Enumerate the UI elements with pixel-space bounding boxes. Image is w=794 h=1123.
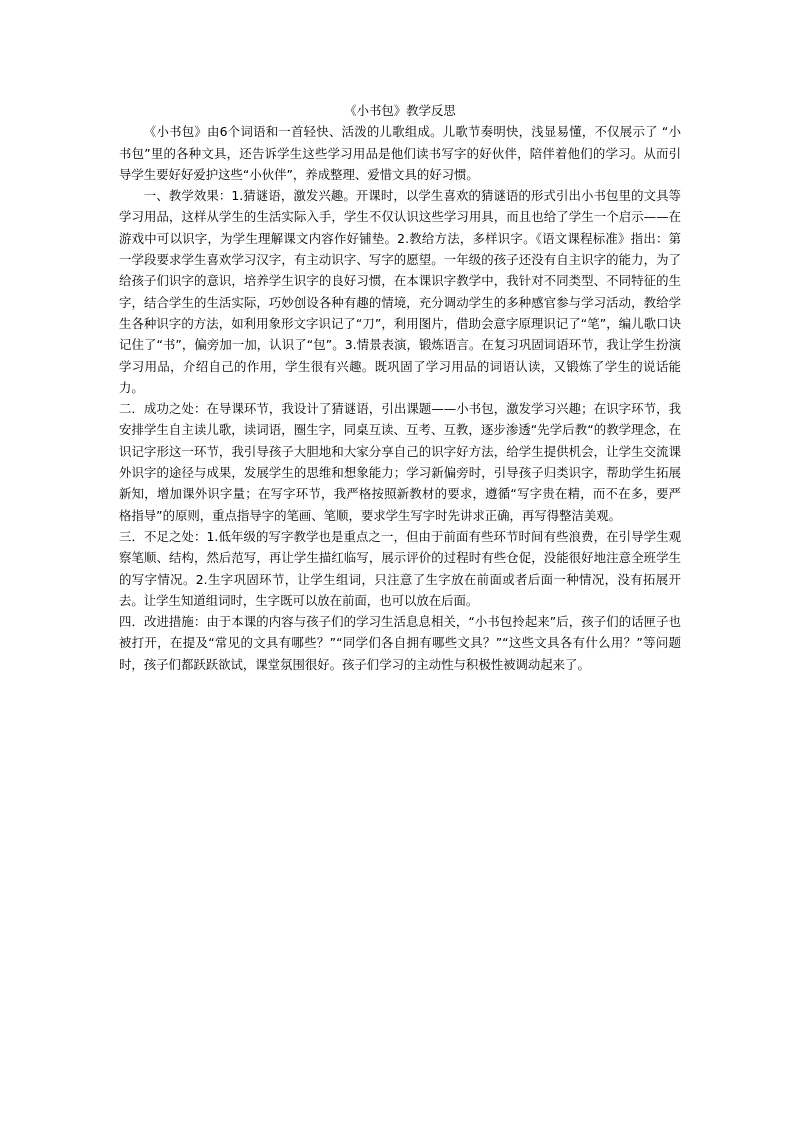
- paragraph-intro: 《小书包》由6个词语和一首轻快、活泼的儿歌组成。儿歌节奏明快，浅显易懂，不仅展示了 “小书包”里的各种文具，还告诉学生这些学习用品是他们读书写字的好伙伴，陪伴着他们的学习。从而引导学生要好好爱护这些“小伙伴”，养成整理、爱惜文具的好习惯。: [119, 124, 681, 182]
- document-body: [119, 100, 681, 675]
- paragraph-improvements: 四．改进措施：由于本课的内容与孩子们的学习生活息息相关，“小书包拎起来”后，孩子们的话匣子也被打开，在提及“常见的文具有哪些？”“同学们各自拥有哪些文具？”“这些文具各有什么用？”等问题时，孩子们都跃跃欲试，课堂氛围很好。孩子们学习的主动性与积极性被调动起来了。: [119, 614, 681, 672]
- paragraph-shortcomings: 三．不足之处：1.低年级的写字教学也是重点之一，但由于前面有些环节时间有些浪费，在引导学生观察笔顺、结构，然后范写，再让学生描红临写，展示评价的过程时有些仓促，没能很好地注意全班学生的写字情况。2.生字巩固环节，让学生组词，只注意了生字放在前面或者后面一种情况，没有拓展开去。让学生知道组词时，生字既可以放在前面，也可以放在后面。: [119, 528, 681, 608]
- document-title: 《小书包》教学反思: [344, 103, 456, 118]
- paragraph-teaching-effect: 一、教学效果：1.猜谜语，激发兴趣。开课时，以学生喜欢的猜谜语的形式引出小书包里的文具等学习用品，这样从学生的生活实际入手，学生不仅认识这些学习用具，而且也给了学生一个启示——在游戏中可以识字，为学生理解课文内容作好铺垫。2.教给方法，多样识字。《语文课程标准》指出：第一学段要求学生喜欢学习汉字，有主动识字、写字的愿望。一年级的孩子还没有自主识字的能力，为了给孩子们识字的意识，培养学生识字的良好习惯，在本课识字教学中，我针对不同类型、不同特征的生字，结合学生的生活实际，巧妙创设各种有趣的情境，充分调动学生的多种感官参与学习活动，教给学生各种识字的方法，如利用象形文字识记了“刀”，利用图片，借助会意字原理识记了“笔”，编儿歌口诀记住了“书”，偏旁加一加，认识了“包”。3.情景表演，锻炼语言。在复习巩固词语环节，我让学生扮演学习用品，介绍自己的作用，学生很有兴趣。既巩固了学习用品的词语认读，又锻炼了学生的说话能力。: [119, 188, 681, 395]
- paragraph-success: 二．成功之处：在导课环节，我设计了猜谜语，引出课题——小书包，激发学习兴趣；在识字环节，我安排学生自主读儿歌，读词语，圈生字，同桌互读、互考、互教，逐步渗透“先学后教“的教学理念，在识记字形这一环节，我引导孩子大胆地和大家分享自己的识字好方法，给学生提供机会，让学生交流课外识字的途径与成果，发展学生的思维和想象能力；学习新偏旁时，引导孩子归类识字，帮助学生拓展新知，增加课外识字量；在写字环节，我严格按照新教材的要求，遵循“写字贵在精，而不在多，要严格指导”的原则，重点指导字的笔画、笔顺，要求学生写字时先讲求正确，再写得整洁美观。: [119, 401, 681, 523]
